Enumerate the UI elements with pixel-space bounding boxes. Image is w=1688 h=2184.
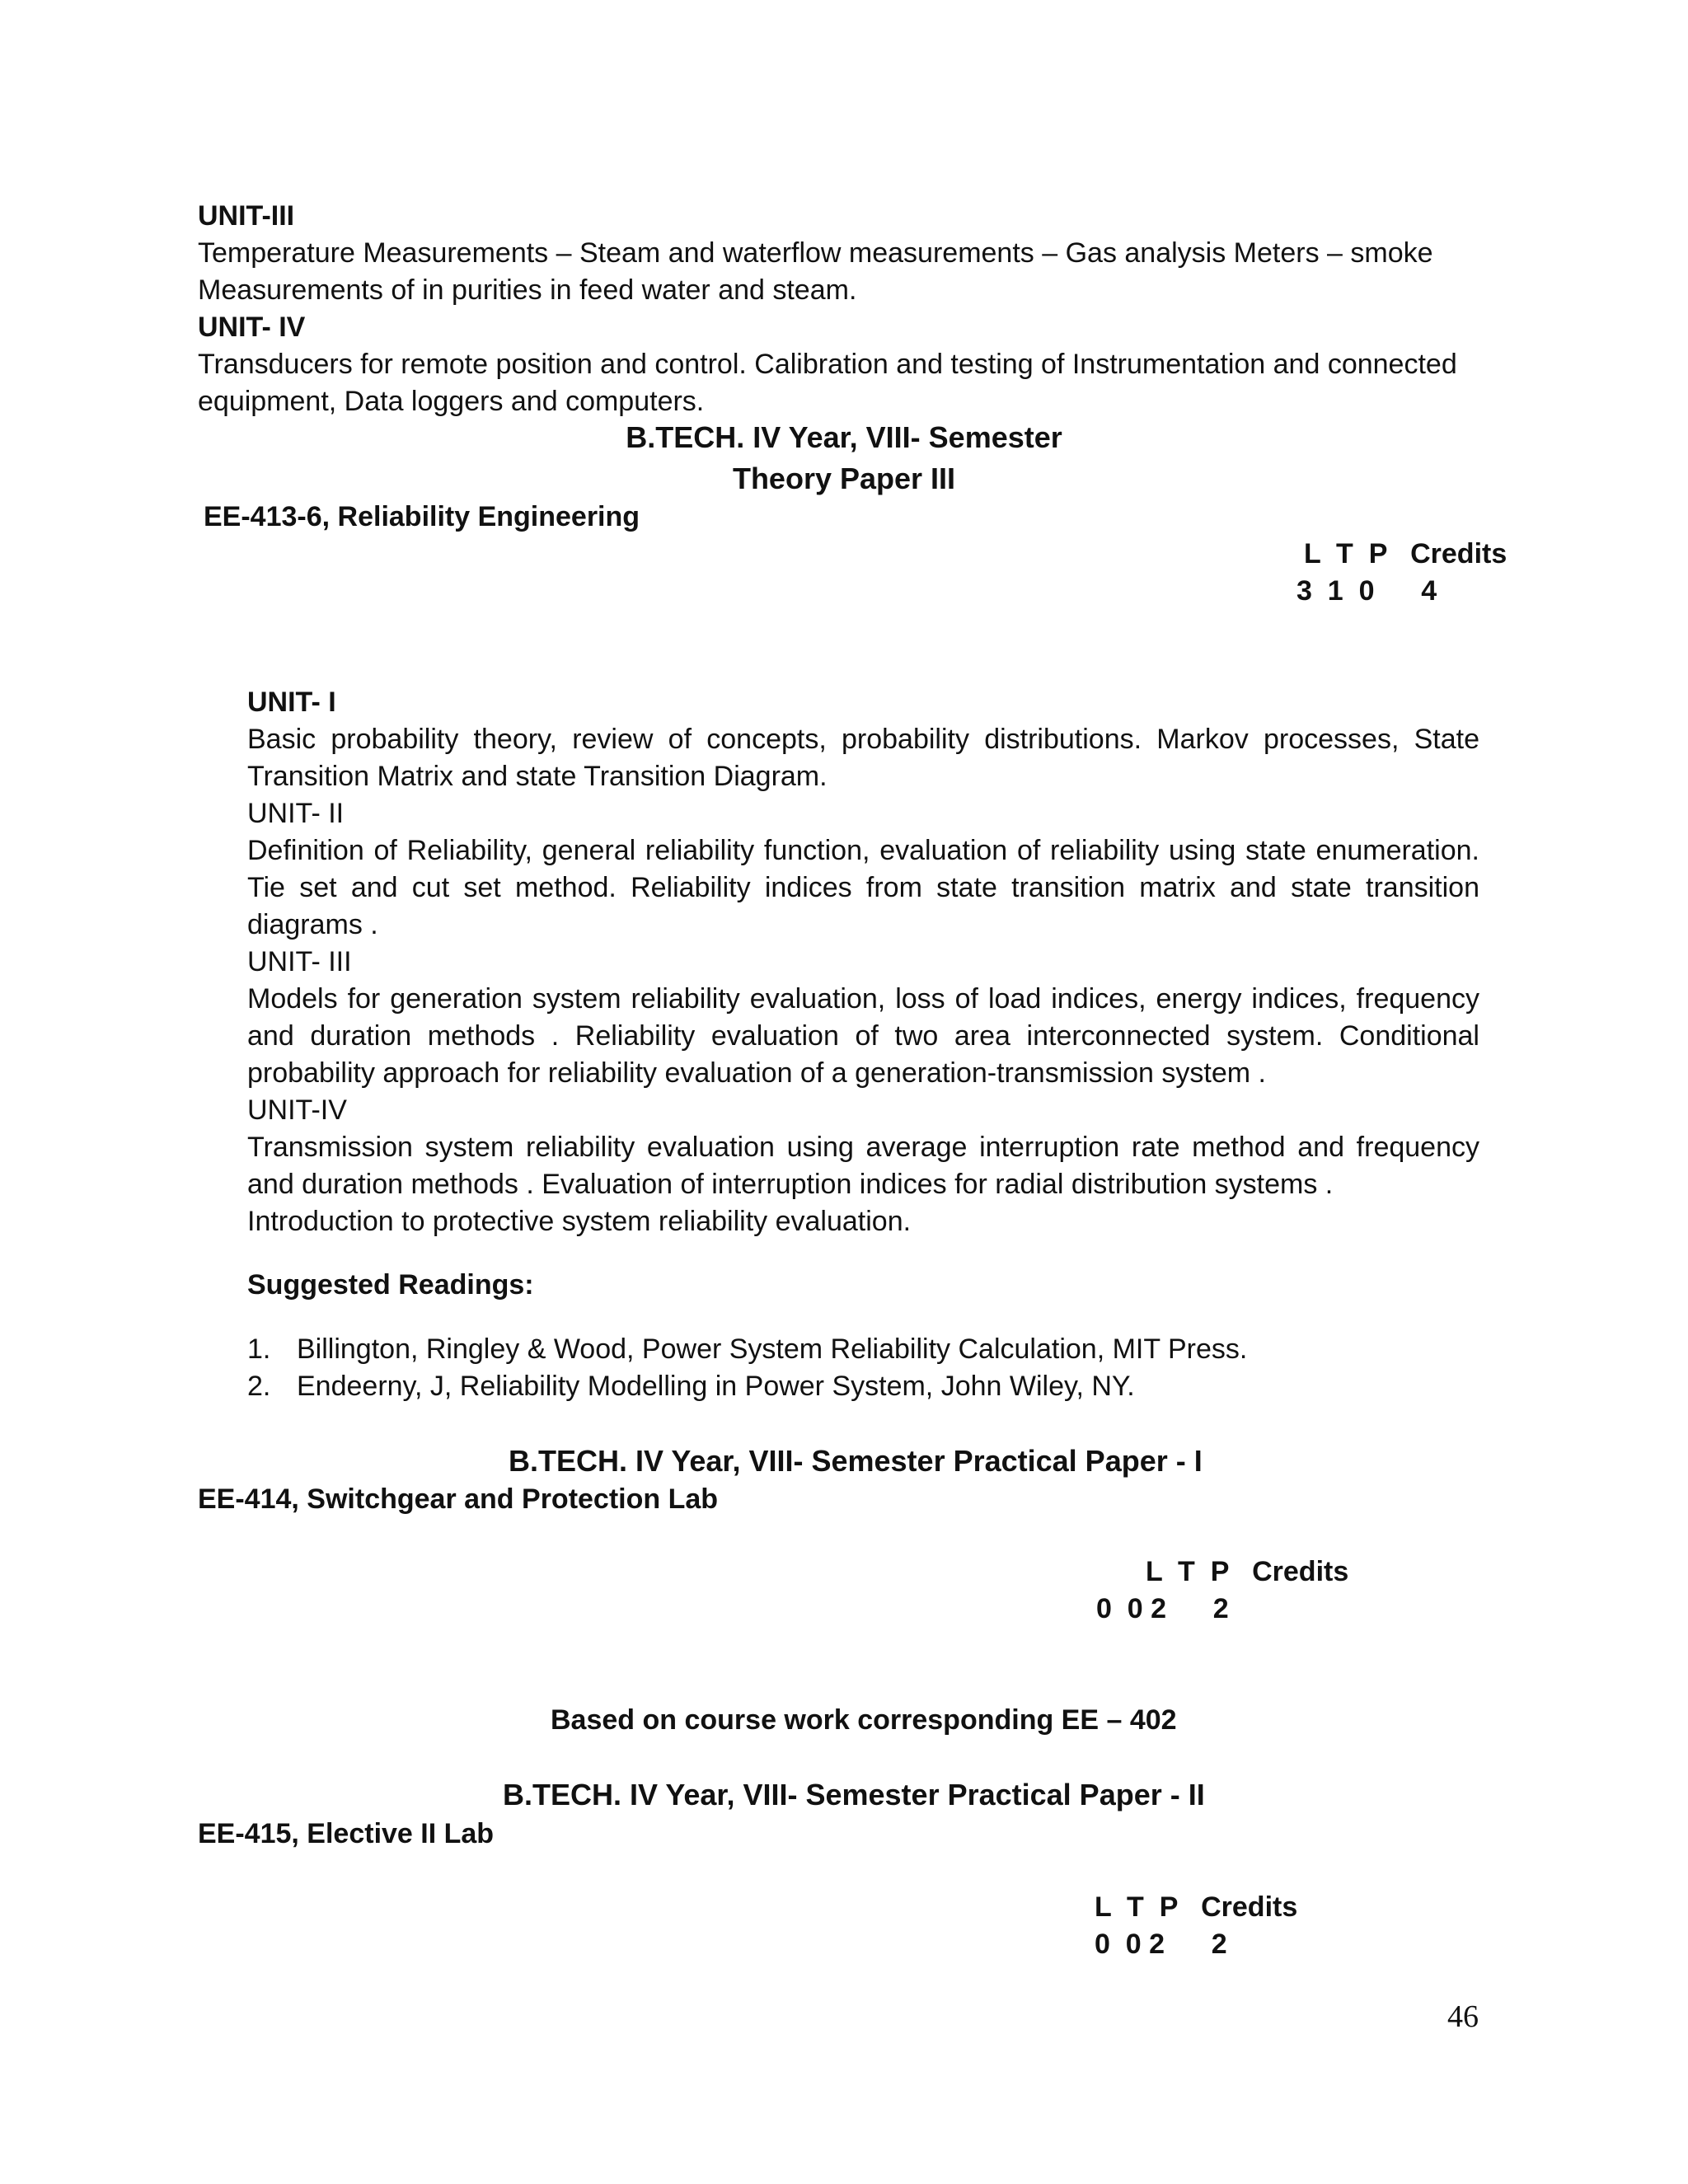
unit2-heading: UNIT- II [247, 798, 345, 829]
practical-paper-2-course: EE-415, Elective II Lab [198, 1818, 495, 1849]
theory-course-title: EE-413-6, Reliability Engineering [204, 501, 640, 532]
practical-paper-1-course: EE-414, Switchgear and Protection Lab [198, 1483, 719, 1515]
unit4-heading: UNIT- IV [198, 312, 306, 343]
unit4-text-line2: equipment, Data loggers and computers. [198, 386, 705, 417]
unit4-heading-theory: UNIT-IV [247, 1094, 347, 1126]
unit4-extra-line: Introduction to protective system reliability evaluation. [247, 1206, 912, 1237]
practical-2-ltp-header: L T P Credits [1095, 1891, 1298, 1923]
theory-paper-title-line2: Theory Paper III [732, 462, 956, 495]
practical-1-ltp-values: 0 0 2 2 [1096, 1593, 1229, 1624]
practical-1-note: Based on course work corresponding EE – 402 [551, 1704, 1177, 1736]
theory-ltp-header: L T P Credits [1304, 538, 1507, 569]
practical-paper-1-title: B.TECH. IV Year, VIII- Semester Practical Paper - I [509, 1444, 1203, 1478]
unit3-text-line1: Temperature Measurements – Steam and waterflow measurements – Gas analysis Meters – smoke [198, 237, 1433, 269]
unit3-text-line2: Measurements of in purities in feed water and steam. [198, 274, 857, 306]
unit4-text-theory: Transmission system reliability evaluation using average interruption rate method and frequency and duration methods . Evaluation of interruption indices for radial distribution systems . [247, 1132, 1479, 1200]
reading-number: 2. [247, 1371, 271, 1402]
unit3-heading: UNIT-III [198, 200, 295, 232]
reading-item [247, 1368, 1135, 1405]
unit3-text-theory: Models for generation system reliability evaluation, loss of load indices, energy indices, frequency and duration methods . Reliability evaluation of two area interconnected system. Conditional probability approach for reliability evaluation of a generation-transmission system . [247, 983, 1479, 1089]
unit4-text-line1: Transducers for remote position and control. Calibration and testing of Instrumentation and connected [198, 349, 1457, 380]
theory-ltp-values: 3 1 0 4 [1296, 575, 1437, 607]
reading-text: Endeerny, J, Reliability Modelling in Power System, John Wiley, NY. [297, 1371, 1135, 1402]
unit1-heading: UNIT- I [247, 687, 336, 718]
reading-text: Billington, Ringley & Wood, Power System Reliability Calculation, MIT Press. [297, 1333, 1248, 1365]
page-number: 46 [1447, 1999, 1479, 2034]
practical-2-ltp-values: 0 0 2 2 [1095, 1929, 1227, 1960]
reading-number: 1. [247, 1333, 271, 1365]
unit2-text: Definition of Reliability, general reliability function, evaluation of reliability using state enumeration. Tie set and cut set method. Reliability indices from state transition matrix and state transition diagrams . [247, 835, 1479, 940]
suggested-readings-heading: Suggested Readings: [247, 1269, 534, 1301]
unit3-heading-theory: UNIT- III [247, 946, 352, 977]
reading-item [247, 1331, 1247, 1368]
practical-1-ltp-header: L T P Credits [1146, 1556, 1349, 1587]
practical-paper-2-title: B.TECH. IV Year, VIII- Semester Practical Paper - II [503, 1778, 1205, 1811]
unit1-text: Basic probability theory, review of concepts, probability distributions. Markov processes, State Transition Matrix and state Transition Diagram. [247, 724, 1479, 792]
theory-paper-title-line1: B.TECH. IV Year, VIII- Semester [626, 420, 1062, 454]
